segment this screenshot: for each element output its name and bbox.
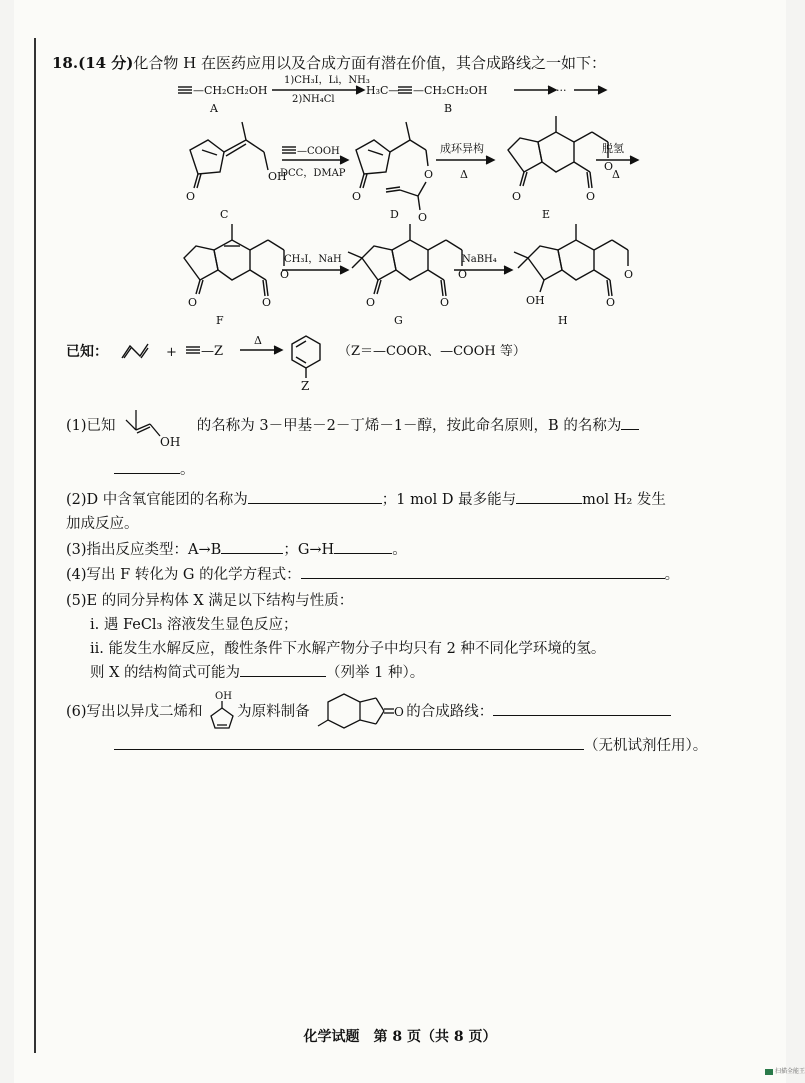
compound-a (178, 84, 267, 115)
svg-text:O: O (624, 268, 634, 281)
sub-question-3: (3)指出反应类型：A→B ；G→H 。 (66, 538, 407, 559)
cond-f-g: CH₃I，NaH (284, 254, 342, 265)
compound-e (508, 116, 613, 221)
answer-blank-2a[interactable] (248, 489, 382, 504)
answer-blank-1b[interactable] (114, 459, 180, 474)
svg-text:O: O (424, 168, 434, 181)
label-a: A (210, 102, 218, 115)
cond-g-h: NaBH₄ (462, 254, 497, 265)
svg-text:OH: OH (215, 691, 233, 702)
reagent-propiolic-acid: —COOH (297, 146, 340, 157)
sub-question-1-cont: 。 (114, 458, 195, 479)
svg-text:O: O (586, 190, 596, 203)
known-z: —Z (201, 344, 224, 359)
answer-blank-6b[interactable] (114, 735, 584, 750)
label-e: E (542, 208, 551, 221)
answer-blank-1a[interactable] (621, 415, 639, 430)
svg-text:O: O (188, 296, 198, 309)
svg-text:+: + (166, 345, 177, 360)
answer-blank-6a[interactable] (493, 701, 671, 716)
compound-h (514, 224, 633, 327)
scanner-logo-icon (765, 1069, 773, 1075)
label-b: B (444, 102, 453, 115)
answer-blank-5[interactable] (240, 662, 326, 677)
exam-page (14, 0, 786, 1083)
scanner-watermark: 扫描全能王 (765, 1066, 805, 1075)
label-d: D (390, 208, 399, 221)
page-footer: 化学试题 第 8 页（共 8 页） (303, 1029, 497, 1045)
sub-question-4: (4)写出 F 转化为 G 的化学方程式： 。 (66, 563, 679, 584)
svg-text:OH: OH (160, 435, 181, 449)
c-oh: OH (268, 170, 287, 183)
sub-question-2-cont: 加成反应。 (66, 516, 139, 532)
svg-text:O: O (280, 268, 290, 281)
sub-question-6-cont: （无机试剂任用）。 (114, 734, 707, 755)
ellipsis: ··· (556, 84, 567, 97)
cond-a-b-bottom: 2)NH₄Cl (292, 94, 335, 105)
cond-d-e-top: 成环异构 (440, 142, 484, 155)
arrow-a-b (272, 75, 370, 105)
sub-question-5-ask: 则 X 的结构简式可能为 （列举 1 种）。 (90, 661, 424, 682)
label-f: F (216, 314, 224, 327)
methylbutenol-structure (120, 406, 192, 450)
condition-ii: ⅱ. 能发生水解反应，酸性条件下水解产物分子中均只有 2 种不同化学环境的氢。 (90, 641, 606, 657)
svg-text:O: O (366, 296, 376, 309)
arrow-b-next (514, 84, 606, 97)
sub-question-1: (1)已知 OH 的名称为 3－甲基－2－丁烯－1－醇，按此命名原则，B 的名称为 (66, 406, 639, 450)
answer-blank-4[interactable] (301, 564, 665, 579)
cond-c-d: DCC，DMAP (280, 168, 346, 179)
label-h: H (558, 314, 568, 327)
svg-text:Δ: Δ (254, 334, 262, 347)
svg-text:O: O (458, 268, 468, 281)
arrow-d-e (436, 141, 494, 181)
svg-text:O: O (512, 190, 522, 203)
svg-text:O: O (418, 211, 428, 224)
compound-a-formula: —CH₂CH₂OH (193, 84, 268, 97)
question-number: 18. (52, 54, 79, 72)
h-oh: OH (526, 294, 545, 307)
svg-text:O: O (606, 296, 616, 309)
svg-text:O: O (352, 190, 362, 203)
known-note: （Z＝—COOR、—COOH 等） (338, 344, 526, 359)
target-bicyclic-ketone-structure (314, 690, 406, 730)
compound-f (184, 224, 289, 327)
cond-e-f-top: 脱氢 (602, 142, 624, 155)
label-c: C (220, 208, 229, 221)
cond-a-b-top: 1)CH₃I，Li，NH₃ (284, 75, 370, 86)
compound-b (366, 84, 487, 115)
compound-d (352, 122, 433, 224)
compound-g (348, 224, 467, 327)
svg-text:O: O (604, 160, 614, 173)
svg-text:O: O (394, 705, 405, 719)
compound-c (186, 122, 287, 221)
known-reaction (66, 334, 526, 393)
svg-text:Z: Z (301, 379, 310, 393)
svg-text:O: O (186, 190, 196, 203)
question-intro: 化合物 H 在医药应用以及合成方面有潜在价值，其合成路线之一如下： (133, 54, 607, 72)
arrow-c-d (280, 146, 348, 179)
condition-i: ⅰ. 遇 FeCl₃ 溶液发生显色反应； (90, 617, 298, 633)
synthesis-scheme (14, 0, 786, 400)
sub-question-2: (2)D 中含氧官能团的名称为 ；1 mol D 最多能与 mol H₂ 发生 (66, 488, 666, 509)
label-g: G (394, 314, 403, 327)
sub-question-6: (6)写出以异戊二烯和 OH 为原料制备 O 的合成路线： (66, 690, 671, 730)
known-label: 已知： (66, 344, 108, 360)
compound-b-left: H₃C— (366, 84, 400, 97)
cond-d-e-bottom: Δ (460, 168, 468, 181)
svg-text:O: O (440, 296, 450, 309)
cyclopentenol-structure (207, 690, 237, 730)
answer-blank-3b[interactable] (334, 539, 392, 554)
cond-e-f-bottom: Δ (612, 168, 620, 181)
compound-b-right: —CH₂CH₂OH (413, 84, 488, 97)
arrow-f-g (282, 254, 348, 274)
question-score: (14 分) (78, 54, 134, 72)
answer-blank-3a[interactable] (221, 539, 283, 554)
sub-question-5: (5)E 的同分异构体 X 满足以下结构与性质： (66, 593, 354, 609)
answer-blank-2b[interactable] (516, 489, 582, 504)
svg-text:O: O (262, 296, 272, 309)
arrow-e-f (596, 141, 638, 181)
